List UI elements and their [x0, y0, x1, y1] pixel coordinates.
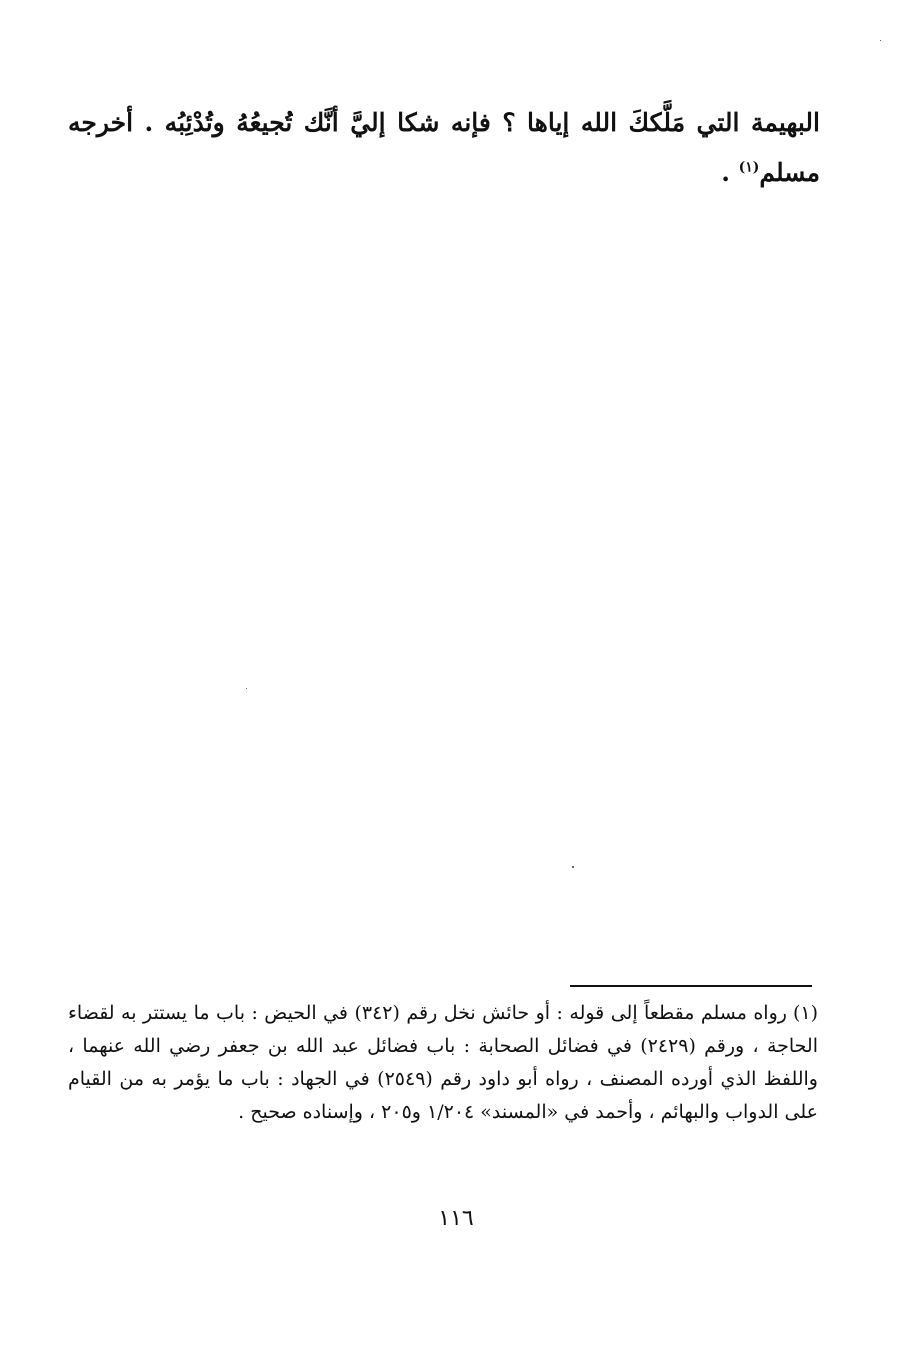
footnote-reference[interactable]: (١): [738, 159, 760, 176]
scan-speck: [246, 688, 247, 689]
footnote-item: [68, 997, 818, 1129]
scan-speck: [880, 40, 881, 41]
page-number: ١١٦: [438, 1206, 474, 1231]
scan-speck: [572, 866, 574, 868]
footnote-marker: (١): [792, 1002, 818, 1024]
main-paragraph-text: البهيمة التي مَلَّككَ الله إياها ؟ فإنه شكا إليَّ أنَّك تُجيعُهُ وتُدْئِبُه . أخرجه مسلم: [68, 108, 820, 187]
footnotes: [68, 997, 818, 1129]
main-paragraph-end: .: [721, 158, 739, 187]
main-paragraph: [68, 98, 820, 198]
footnote-separator: [570, 985, 812, 987]
footnote-text: رواه مسلم مقطعاً إلى قوله : أو حائش نخل رقم (٣٤٢) في الحيض : باب ما يستتر به لقضاء الحاجة ، ورقم (٢٤٢٩) في فضائل الصحابة : باب فضائل عبد الله بن جعفر رضي الله عنهما ، واللفظ الذي أورده المصنف ، رواه أبو داود رقم (٢٥٤٩) في الجهاد : باب ما يؤمر به من القيام على الدواب والبهائم ، وأحمد في «المسند» ١/٢٠٤ و٢٠٥ ، وإسناده صحيح .: [68, 1002, 818, 1123]
main-text: [68, 98, 820, 198]
